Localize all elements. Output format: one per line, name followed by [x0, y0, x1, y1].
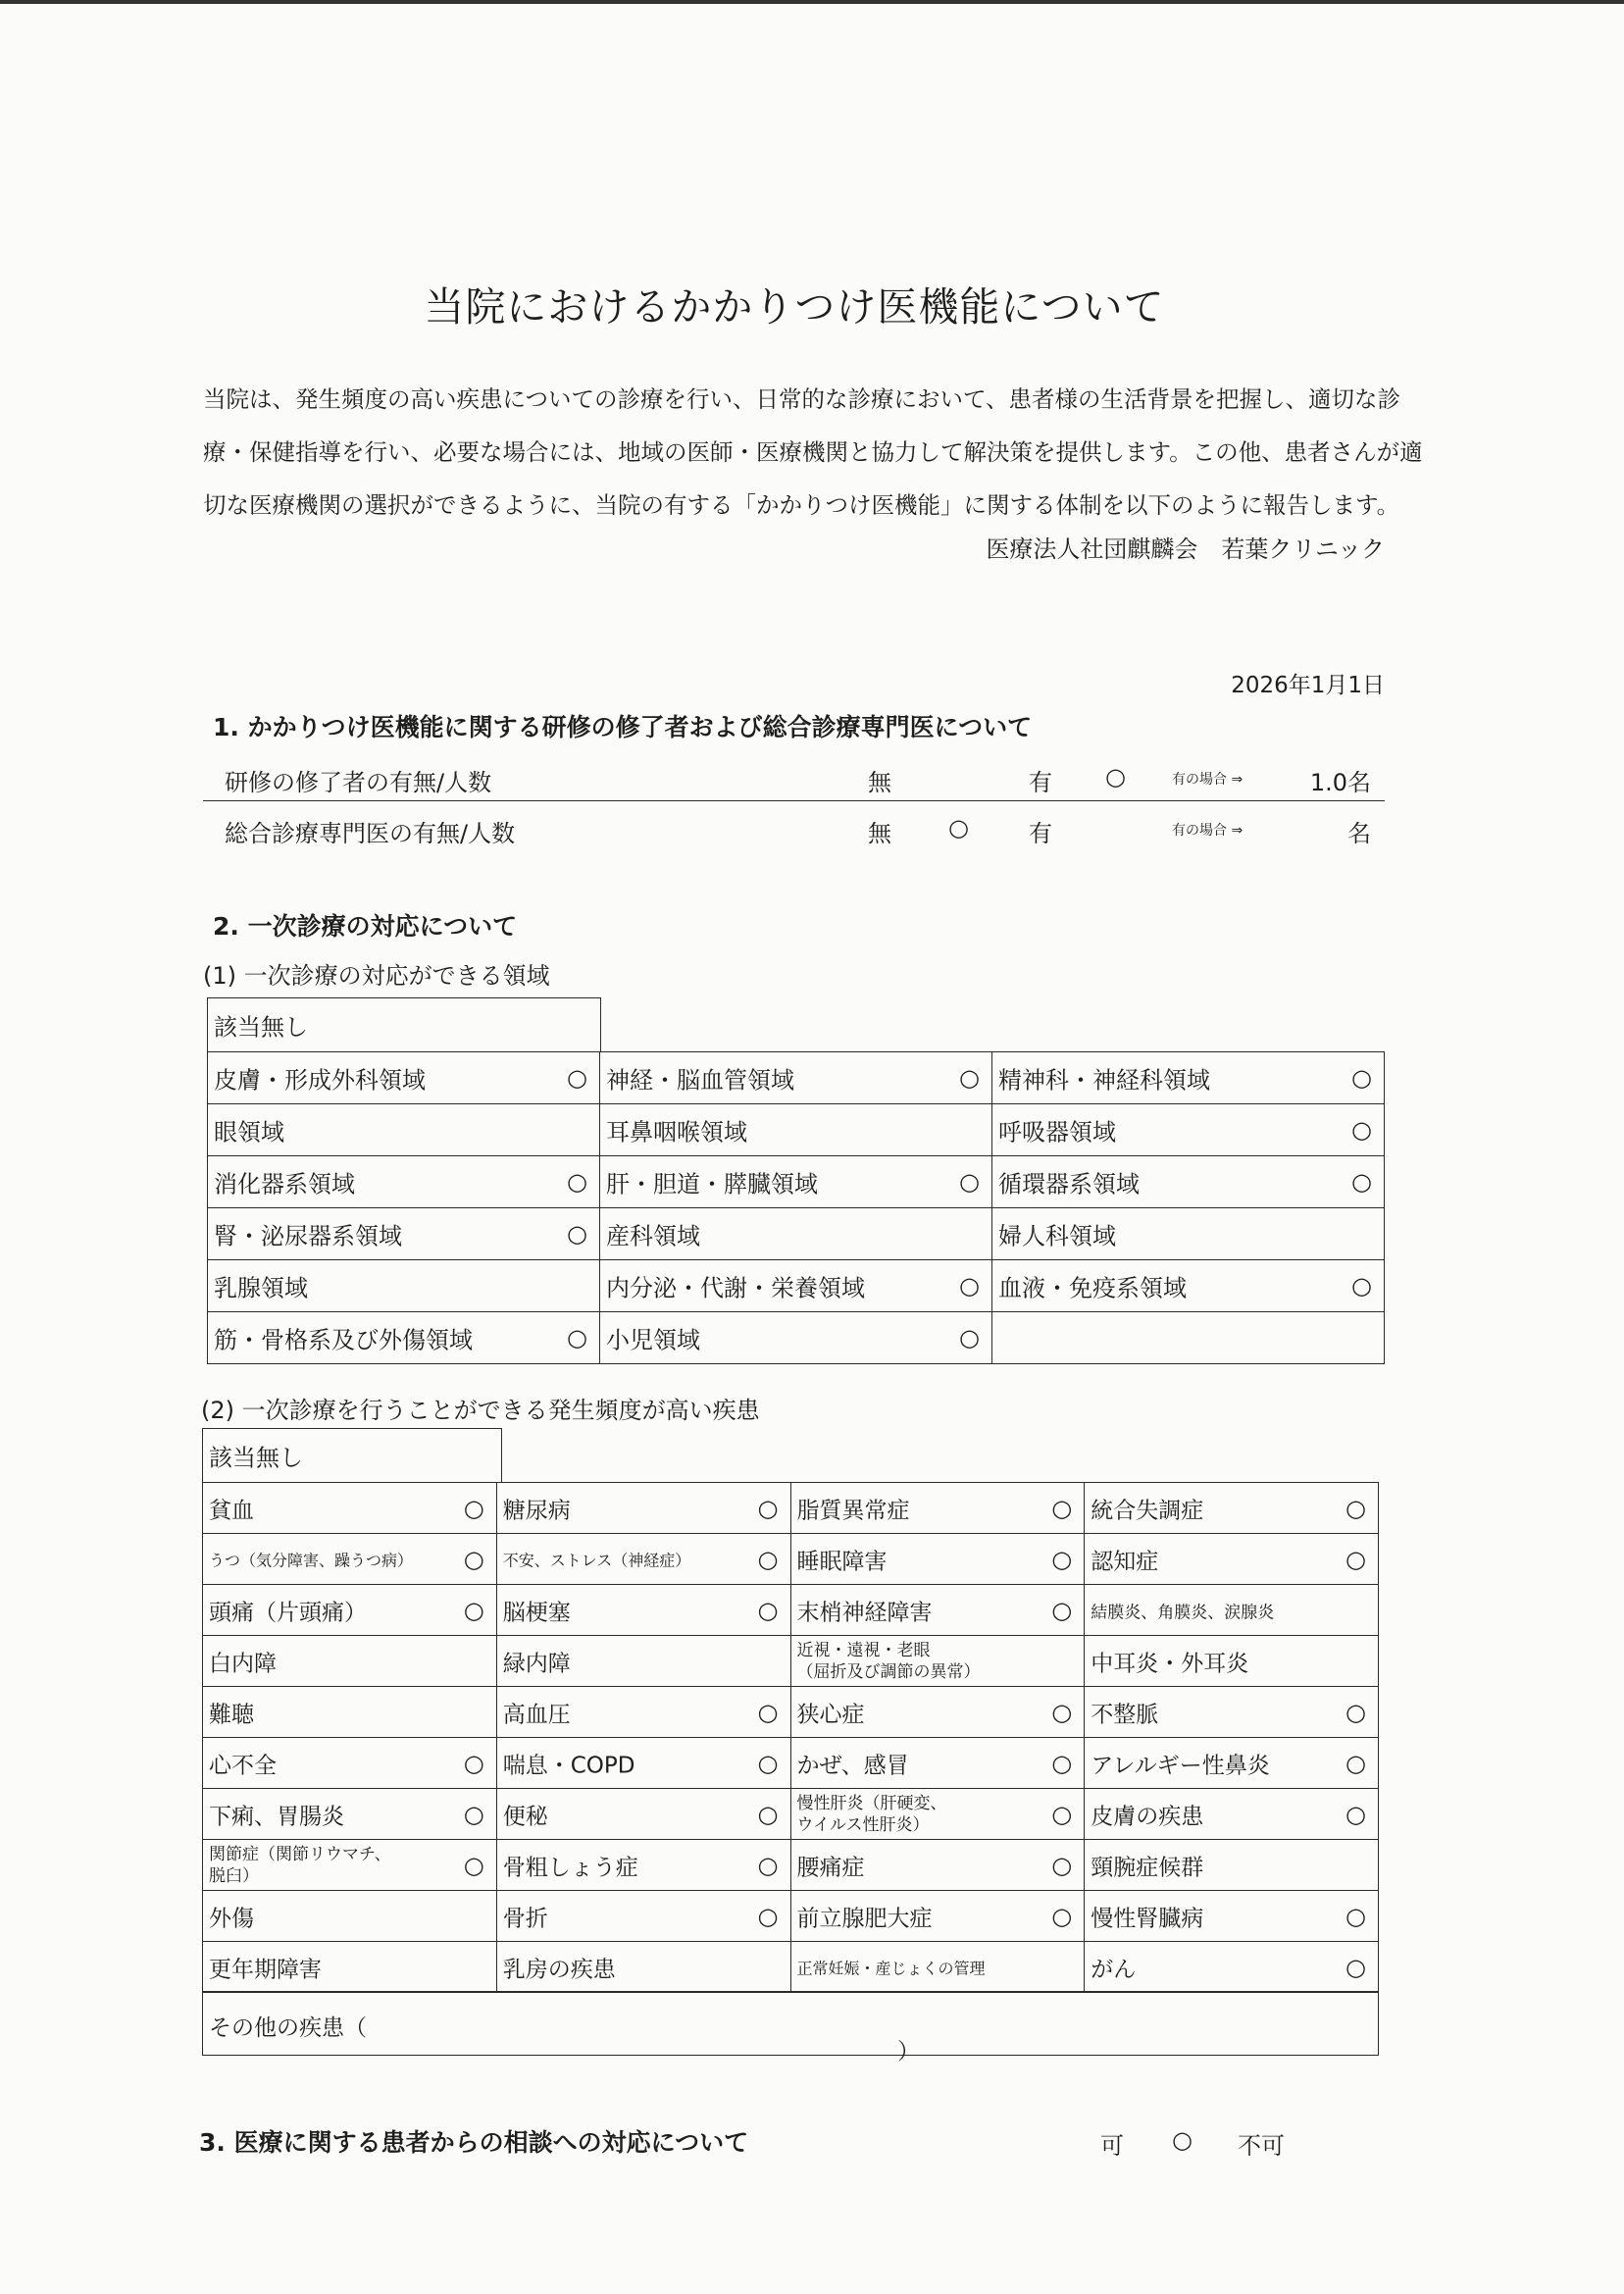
- cell-label: 筋・骨格系及び外傷領域: [214, 1326, 473, 1354]
- table-cell: [496, 1534, 790, 1585]
- has-label: 有: [1029, 769, 1052, 796]
- conditional-note: 有の場合 ⇒: [1172, 772, 1243, 788]
- cell-label: 認知症: [1091, 1549, 1159, 1574]
- organization-name: 医療法人社団麒麟会 若葉クリニック: [986, 535, 1385, 563]
- table-row: [208, 1104, 1385, 1156]
- table-row: [203, 1840, 1379, 1891]
- cell-mark: ○: [757, 1749, 779, 1777]
- table-cell: [992, 1104, 1385, 1156]
- sub2-none-cell: [202, 1428, 502, 1483]
- section1-heading: 1. かかりつけ医機能に関する研修の修了者および総合診療専門医について: [213, 713, 1033, 741]
- cell-label: 糖尿病: [502, 1498, 571, 1523]
- table-cell: [790, 1636, 1085, 1687]
- cell-label: 呼吸器領域: [998, 1118, 1116, 1147]
- cell-label-line: ウイルス性肝炎）: [796, 1814, 930, 1835]
- intro-line: 療・保健指導を行い、必要な場合には、地域の医師・医療機関と協力して解決策を提供します。この他、患者さんが適: [203, 438, 1423, 466]
- cell-label: 喘息・COPD: [502, 1753, 635, 1778]
- table-cell: [992, 1312, 1385, 1364]
- table-cell: [992, 1156, 1385, 1208]
- cell-mark: ○: [757, 1494, 779, 1522]
- table-cell: [203, 1483, 497, 1534]
- section3-no: 不可: [1238, 2132, 1285, 2160]
- cell-label: 肝・胆道・膵臓領域: [606, 1170, 818, 1198]
- cell-label: 内分泌・代謝・栄養領域: [606, 1274, 865, 1302]
- conditional-note: 有の場合 ⇒: [1172, 823, 1243, 839]
- table-row: [203, 1942, 1379, 1993]
- cell-label: 更年期障害: [209, 1957, 322, 1982]
- table-cell: [790, 1840, 1085, 1891]
- cell-mark: ○: [1051, 1545, 1073, 1573]
- section3-yes: 可: [1100, 2132, 1124, 2160]
- cell-mark: ○: [1351, 1116, 1372, 1144]
- scan-top-edge: [0, 0, 1624, 4]
- table-cell: [1085, 1636, 1379, 1687]
- cell-mark: ○: [463, 1596, 484, 1624]
- cell-label: 脳梗塞: [502, 1600, 571, 1625]
- table-cell: [992, 1052, 1385, 1104]
- table-cell: [1085, 1891, 1379, 1942]
- cell-label: 白内障: [209, 1651, 277, 1676]
- has-label: 有: [1029, 820, 1052, 847]
- cell-mark: ○: [1345, 1800, 1366, 1828]
- section3-mark: ○: [1172, 2126, 1193, 2154]
- cell-mark: ○: [959, 1324, 980, 1351]
- has-mark: ○: [1105, 763, 1126, 790]
- cell-mark: ○: [959, 1168, 980, 1196]
- cell-label: 頸腕症候群: [1091, 1855, 1204, 1880]
- intro-paragraph: [203, 373, 1423, 532]
- table-row: [203, 1636, 1379, 1687]
- table-cell: [496, 1789, 790, 1840]
- section3-heading: 3. 医療に関する患者からの相談への対応について: [199, 2128, 749, 2157]
- cell-label: 統合失調症: [1091, 1498, 1204, 1523]
- cell-label: 狭心症: [796, 1702, 865, 1727]
- section2-sub2-heading: (2) 一次診療を行うことができる発生頻度が高い疾患: [201, 1397, 760, 1424]
- cell-mark: ○: [567, 1220, 587, 1248]
- cell-label: 難聴: [209, 1702, 254, 1727]
- none-label: 無: [868, 820, 891, 847]
- section2-heading: 2. 一次診療の対応について: [213, 912, 518, 941]
- cell-label-line: 近視・遠視・老眼: [796, 1640, 931, 1660]
- table-cell: [600, 1260, 992, 1312]
- cell-label: 乳腺領域: [214, 1274, 308, 1302]
- region-table: [207, 1051, 1385, 1364]
- cell-label: 心不全: [209, 1753, 277, 1778]
- cell-mark: ○: [463, 1851, 484, 1879]
- table-row: [203, 1687, 1379, 1738]
- table-cell: [203, 1942, 497, 1993]
- cell-mark: ○: [1345, 1749, 1366, 1777]
- table-row: [203, 1789, 1379, 1840]
- table-cell: [203, 1789, 497, 1840]
- intro-line: 切な医療機関の選択ができるように、当院の有する「かかりつけ医機能」に関する体制を以下のように報告します。: [203, 491, 1400, 519]
- cell-label: 神経・脳血管領域: [606, 1066, 794, 1095]
- table-cell: [790, 1585, 1085, 1636]
- cell-label: 骨粗しょう症: [502, 1855, 638, 1880]
- other-label: その他の疾患（: [209, 2015, 367, 2041]
- cell-mark: ○: [1345, 1545, 1366, 1573]
- cell-label: 前立腺肥大症: [796, 1906, 933, 1931]
- cell-label: 血液・免疫系領域: [998, 1274, 1187, 1302]
- table-cell: [203, 1891, 497, 1942]
- table-cell: [208, 1260, 600, 1312]
- none-label: 無: [868, 769, 891, 796]
- cell-label: 脂質異常症: [796, 1498, 910, 1523]
- table-row: [208, 1052, 1385, 1104]
- table-cell: [600, 1104, 992, 1156]
- cell-mark: ○: [1051, 1698, 1073, 1726]
- cell-mark: ○: [1051, 1902, 1073, 1930]
- disease-table: [202, 1482, 1379, 1993]
- table-cell: [1085, 1840, 1379, 1891]
- cell-label: 精神科・神経科領域: [998, 1066, 1210, 1095]
- cell-label: 循環器系領域: [998, 1170, 1140, 1198]
- table-cell: [790, 1738, 1085, 1789]
- cell-label: 眼領域: [214, 1118, 284, 1147]
- cell-mark: ○: [757, 1545, 779, 1573]
- cell-label: 便秘: [502, 1804, 548, 1829]
- table-cell: [1085, 1687, 1379, 1738]
- cell-mark: ○: [463, 1800, 484, 1828]
- other-close: ）: [897, 2039, 920, 2065]
- document-date: 2026年1月1日: [1231, 673, 1385, 698]
- table-cell: [790, 1891, 1085, 1942]
- table-cell: [208, 1312, 600, 1364]
- cell-label: [797, 1793, 947, 1836]
- none-mark: ○: [948, 814, 969, 841]
- cell-label: 骨折: [502, 1906, 548, 1931]
- section1-row-specialist: [203, 806, 1385, 851]
- cell-mark: ○: [1051, 1494, 1073, 1522]
- table-cell: [496, 1483, 790, 1534]
- table-cell: [600, 1312, 992, 1364]
- table-cell: [790, 1483, 1085, 1534]
- table-cell: [1085, 1738, 1379, 1789]
- table-cell: [496, 1942, 790, 1993]
- cell-label: 皮膚の疾患: [1091, 1804, 1204, 1829]
- table-row: [208, 1208, 1385, 1260]
- table-cell: [496, 1585, 790, 1636]
- cell-mark: ○: [1345, 1953, 1366, 1981]
- cell-mark: ○: [1051, 1596, 1073, 1624]
- table-cell: [1085, 1585, 1379, 1636]
- cell-label: 高血圧: [502, 1702, 571, 1727]
- cell-mark: ○: [757, 1851, 779, 1879]
- cell-mark: ○: [1345, 1698, 1366, 1726]
- cell-label: 外傷: [209, 1906, 254, 1931]
- cell-label-line: （屈折及び調節の異常）: [796, 1661, 981, 1682]
- table-cell: [496, 1891, 790, 1942]
- row-label: 総合診療専門医の有無/人数: [225, 820, 516, 847]
- cell-mark: ○: [567, 1168, 587, 1196]
- table-row: [203, 1891, 1379, 1942]
- cell-mark: ○: [757, 1596, 779, 1624]
- cell-mark: ○: [1051, 1749, 1073, 1777]
- cell-mark: ○: [1351, 1064, 1372, 1092]
- cell-label: 耳鼻咽喉領域: [606, 1118, 747, 1147]
- none-label: 該当無し: [209, 1444, 303, 1472]
- other-disease-cell: [202, 1991, 1379, 2065]
- table-cell: [203, 1687, 497, 1738]
- document-title: 当院におけるかかりつけ医機能について: [424, 283, 1165, 331]
- cell-label-line: 関節症（関節リウマチ、: [209, 1844, 391, 1864]
- table-cell: [790, 1534, 1085, 1585]
- cell-mark: ○: [463, 1749, 484, 1777]
- cell-label: うつ（気分障害、躁うつ病）: [209, 1551, 414, 1569]
- cell-mark: ○: [757, 1698, 779, 1726]
- cell-label: 結膜炎、角膜炎、涙腺炎: [1091, 1603, 1275, 1622]
- table-cell: [208, 1208, 600, 1260]
- cell-label: 緑内障: [502, 1651, 571, 1676]
- table-cell: [1085, 1534, 1379, 1585]
- table-cell: [1085, 1789, 1379, 1840]
- intro-line: 当院は、発生頻度の高い疾患についての診療を行い、日常的な診療において、患者様の生活背景を把握し、適切な診: [203, 385, 1401, 413]
- table-cell: [992, 1208, 1385, 1260]
- cell-label: 下痢、胃腸炎: [209, 1804, 344, 1829]
- cell-mark: ○: [1051, 1800, 1073, 1828]
- table-row: [203, 1534, 1379, 1585]
- cell-mark: ○: [567, 1324, 587, 1351]
- cell-label: アレルギー性鼻炎: [1091, 1753, 1270, 1778]
- cell-mark: ○: [567, 1064, 587, 1092]
- cell-mark: ○: [463, 1494, 484, 1522]
- cell-label: 頭痛（片頭痛）: [209, 1600, 367, 1625]
- table-cell: [208, 1052, 600, 1104]
- cell-mark: ○: [1051, 1851, 1073, 1879]
- section2-sub1-heading: (1) 一次診療の対応ができる領域: [203, 962, 550, 990]
- table-row: [203, 1738, 1379, 1789]
- table-cell: [496, 1636, 790, 1687]
- cell-mark: ○: [959, 1064, 980, 1092]
- cell-label: 慢性腎臓病: [1091, 1906, 1204, 1931]
- cell-label: 皮膚・形成外科領域: [214, 1066, 426, 1095]
- table-cell: [203, 1636, 497, 1687]
- table-cell: [600, 1208, 992, 1260]
- table-cell: [790, 1789, 1085, 1840]
- cell-label: がん: [1091, 1957, 1137, 1982]
- table-cell: [496, 1738, 790, 1789]
- cell-mark: ○: [1345, 1494, 1366, 1522]
- cell-label: 不整脈: [1091, 1702, 1159, 1727]
- cell-label: 正常妊娠・産じょくの管理: [796, 1959, 986, 1977]
- table-cell: [1085, 1483, 1379, 1534]
- cell-label: 腰痛症: [796, 1855, 865, 1880]
- table-row: [208, 1312, 1385, 1364]
- table-row: [203, 1483, 1379, 1534]
- table-cell: [1085, 1942, 1379, 1993]
- cell-label: [797, 1640, 981, 1683]
- table-row: [208, 1260, 1385, 1312]
- cell-mark: ○: [757, 1902, 779, 1930]
- cell-label-line: 慢性肝炎（肝硬変、: [796, 1793, 947, 1813]
- table-cell: [600, 1052, 992, 1104]
- cell-mark: ○: [1351, 1272, 1372, 1300]
- cell-label: 小児領域: [606, 1326, 700, 1354]
- cell-label: 貧血: [209, 1498, 254, 1523]
- cell-label-line: 脱臼）: [209, 1865, 259, 1886]
- table-row: [203, 1585, 1379, 1636]
- table-cell: [992, 1260, 1385, 1312]
- cell-label: 末梢神経障害: [796, 1600, 933, 1625]
- count-value: 名: [1347, 820, 1371, 847]
- cell-label: 不安、ストレス（神経症）: [502, 1551, 691, 1569]
- table-cell: [496, 1840, 790, 1891]
- cell-mark: ○: [959, 1272, 980, 1300]
- cell-label: [209, 1844, 391, 1887]
- table-cell: [208, 1104, 600, 1156]
- cell-label: 乳房の疾患: [502, 1957, 616, 1982]
- table-cell: [203, 1534, 497, 1585]
- table-cell: [790, 1942, 1085, 1993]
- cell-label: 腎・泌尿器系領域: [214, 1222, 402, 1250]
- cell-label: 婦人科領域: [998, 1222, 1116, 1250]
- count-value: 1.0名: [1309, 769, 1371, 796]
- cell-label: 中耳炎・外耳炎: [1091, 1651, 1249, 1676]
- table-cell: [203, 1738, 497, 1789]
- table-cell: [203, 1585, 497, 1636]
- section1-row-training: [203, 755, 1385, 801]
- none-label: 該当無し: [214, 1013, 308, 1042]
- cell-label: 睡眠障害: [796, 1549, 888, 1574]
- table-cell: [208, 1156, 600, 1208]
- cell-mark: ○: [1351, 1168, 1372, 1196]
- cell-label: 消化器系領域: [214, 1170, 355, 1198]
- row-label: 研修の修了者の有無/人数: [225, 769, 492, 796]
- cell-mark: ○: [1345, 1902, 1366, 1930]
- table-cell: [496, 1687, 790, 1738]
- table-cell: [790, 1687, 1085, 1738]
- table-cell: [203, 1840, 497, 1891]
- cell-mark: ○: [757, 1800, 779, 1828]
- table-cell: [600, 1156, 992, 1208]
- cell-label: かぜ、感冒: [796, 1753, 909, 1778]
- sub1-none-cell: [207, 997, 601, 1052]
- table-row: [208, 1156, 1385, 1208]
- cell-mark: ○: [463, 1545, 484, 1573]
- cell-label: 産科領域: [606, 1222, 700, 1250]
